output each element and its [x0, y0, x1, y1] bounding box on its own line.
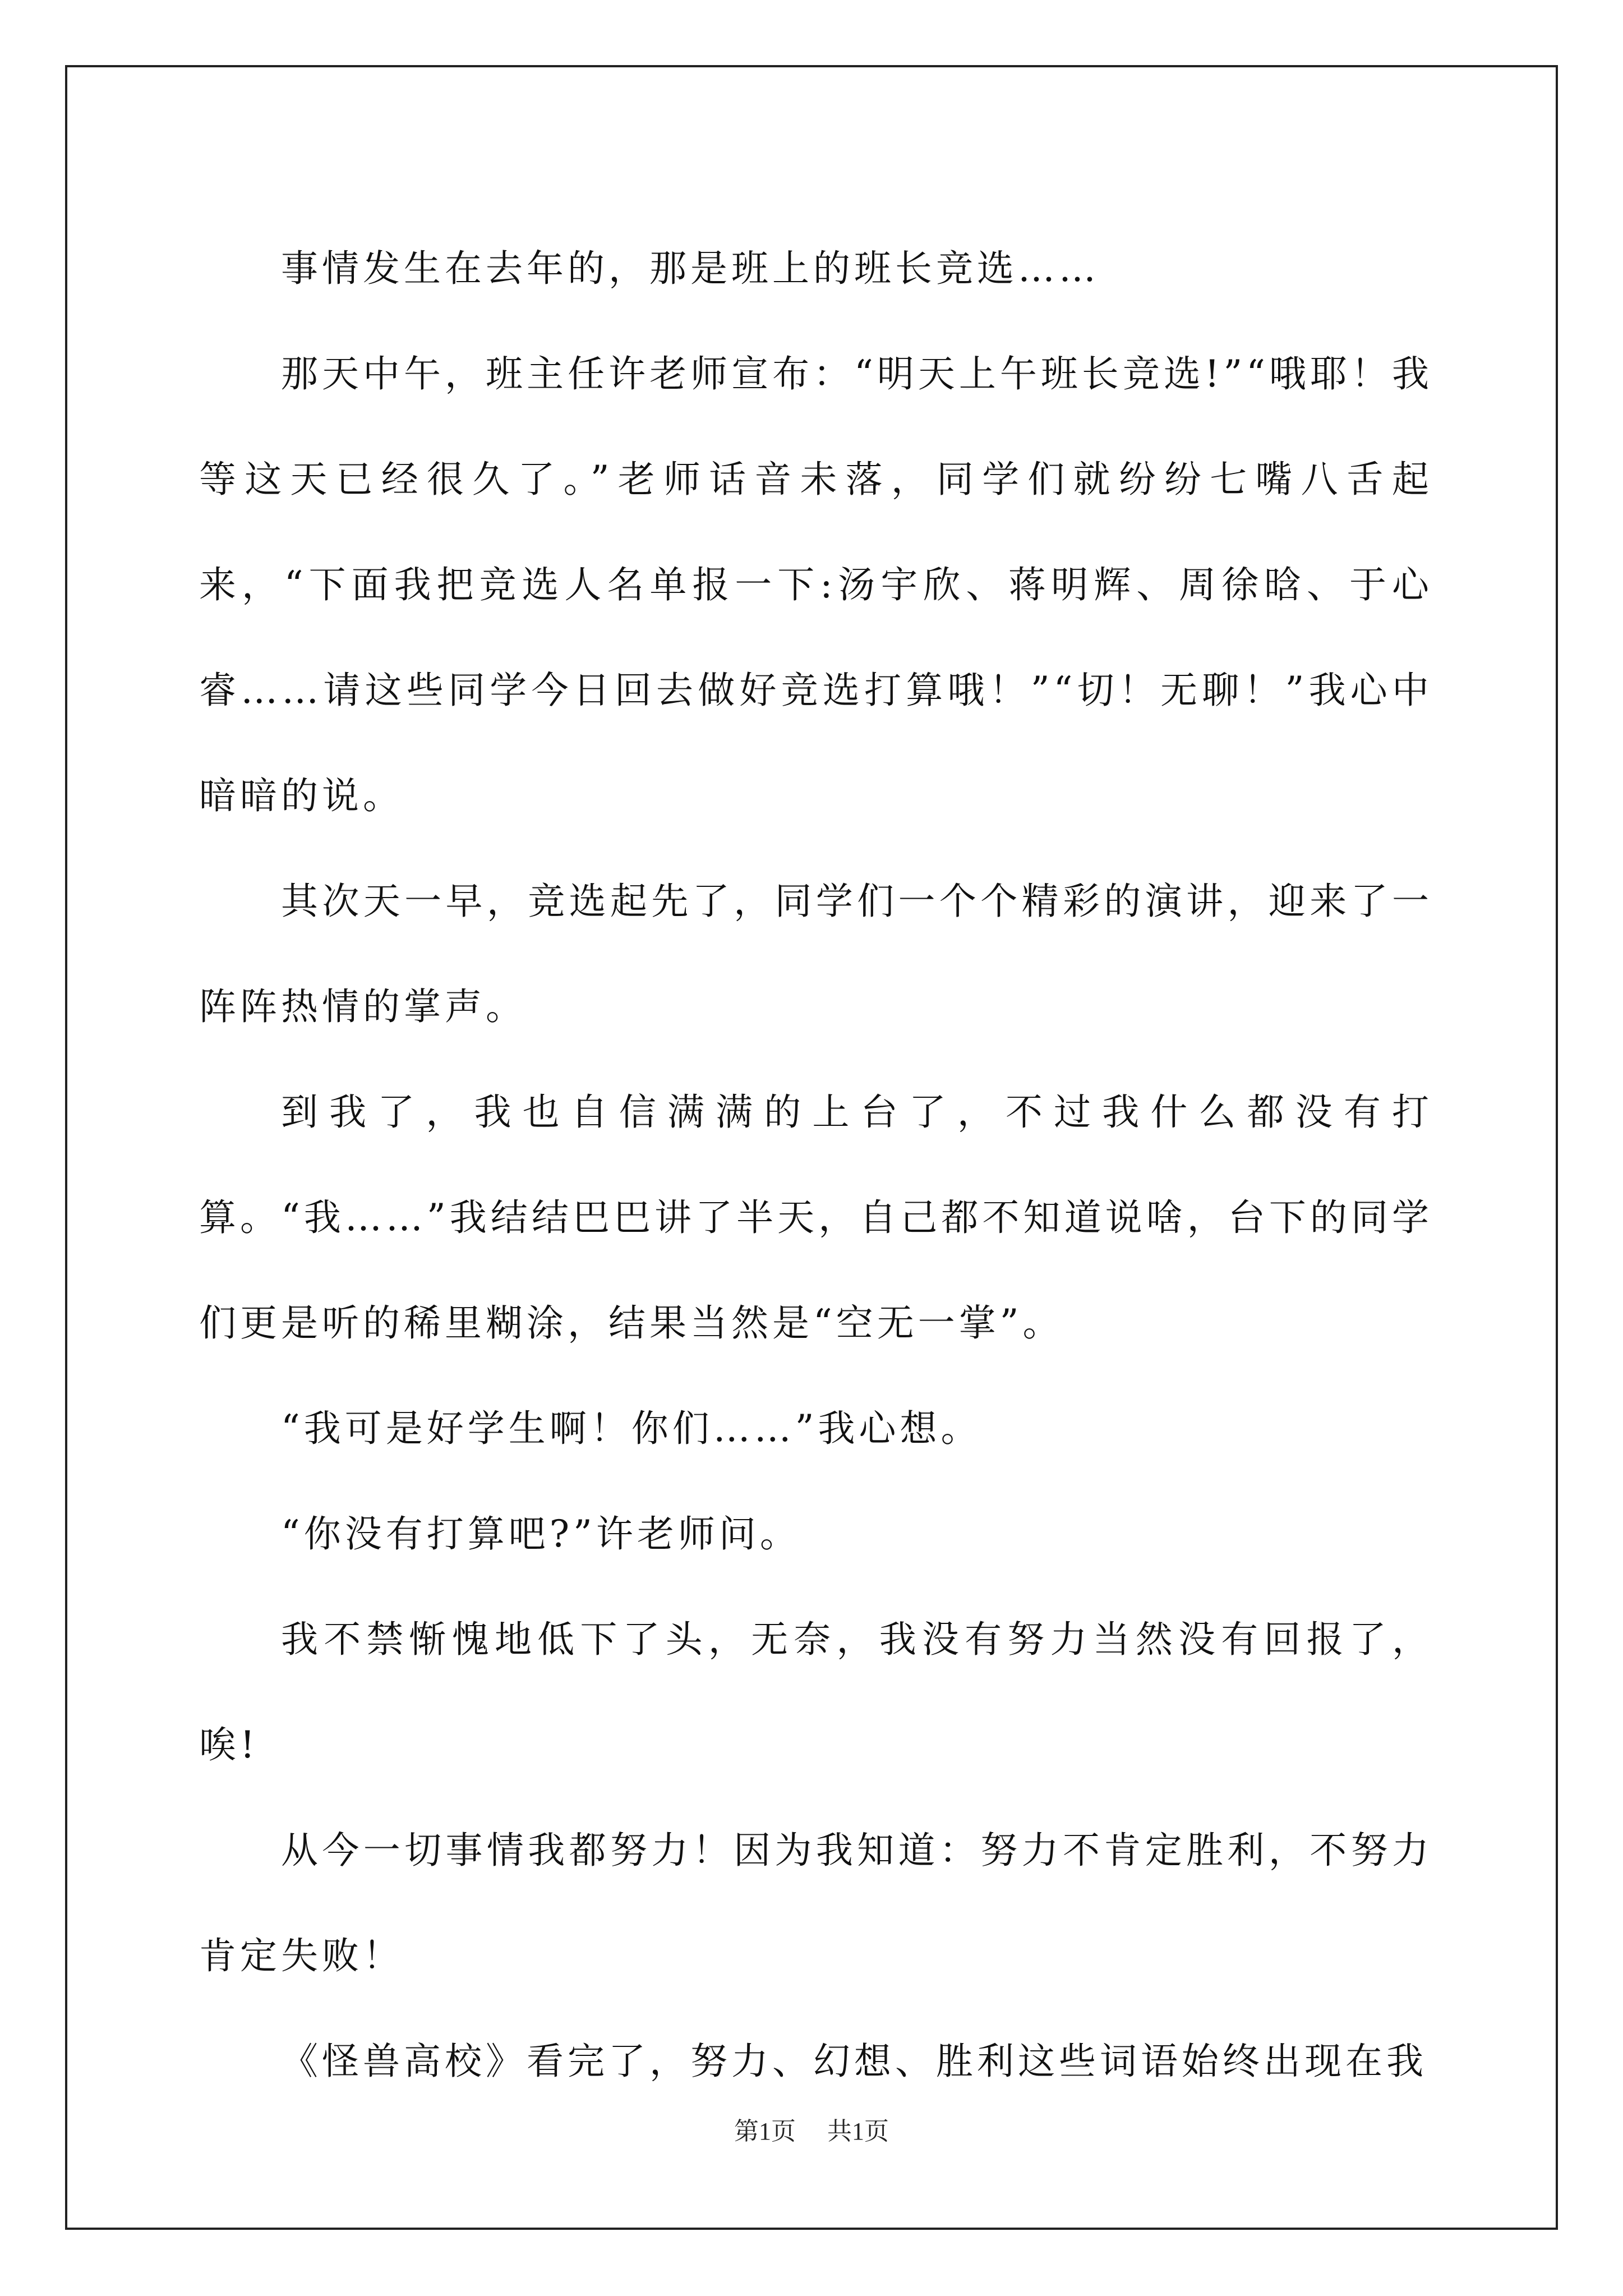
paragraph: 其次天一早，竞选起先了，同学们一个个精彩的演讲，迎来了一阵阵热情的掌声。	[199, 880, 1433, 1028]
paragraph: 我不禁惭愧地低下了头，无奈，我没有努力当然没有回报了，唉!	[199, 1618, 1433, 1766]
paragraph: 事情发生在去年的，那是班上的班长竞选……	[281, 247, 1100, 290]
paragraph: 从今一切事情我都努力！因为我知道：努力不肯定胜利，不努力肯定失败！	[199, 1829, 1433, 1977]
paragraph: 《怪兽高校》看完了，努力、幻想、胜利这些词语始终出现在我	[281, 2040, 1427, 2083]
document-body	[199, 216, 1433, 2114]
paragraph: 到我了，我也自信满满的上台了，不过我什么都没有打算。“我……”我结结巴巴讲了半天，自己都不知道说啥，台下的同学们更是听的稀里糊涂，结果当然是“空无一掌”。	[199, 1091, 1433, 1345]
paragraph: 那天中午，班主任许老师宣布：“明天上午班长竞选!”“哦耶！我等这天已经很久了。”老师话音未落，同学们就纷纷七嘴八舌起来，“下面我把竞选人名单报一下:汤宇欣、蒋明辉、周徐晗、于心睿……请这些同学今日回去做好竞选打算哦！”“切！无聊！”我心中暗暗的说。	[199, 352, 1433, 817]
page-total: 共1页	[827, 2118, 889, 2145]
paragraph: “你没有打算吧?”许老师问。	[281, 1512, 801, 1556]
page-footer	[0, 2115, 1623, 2148]
paragraph: “我可是好学生啊！你们……”我心想。	[281, 1407, 982, 1450]
page-number: 第1页	[734, 2118, 796, 2145]
